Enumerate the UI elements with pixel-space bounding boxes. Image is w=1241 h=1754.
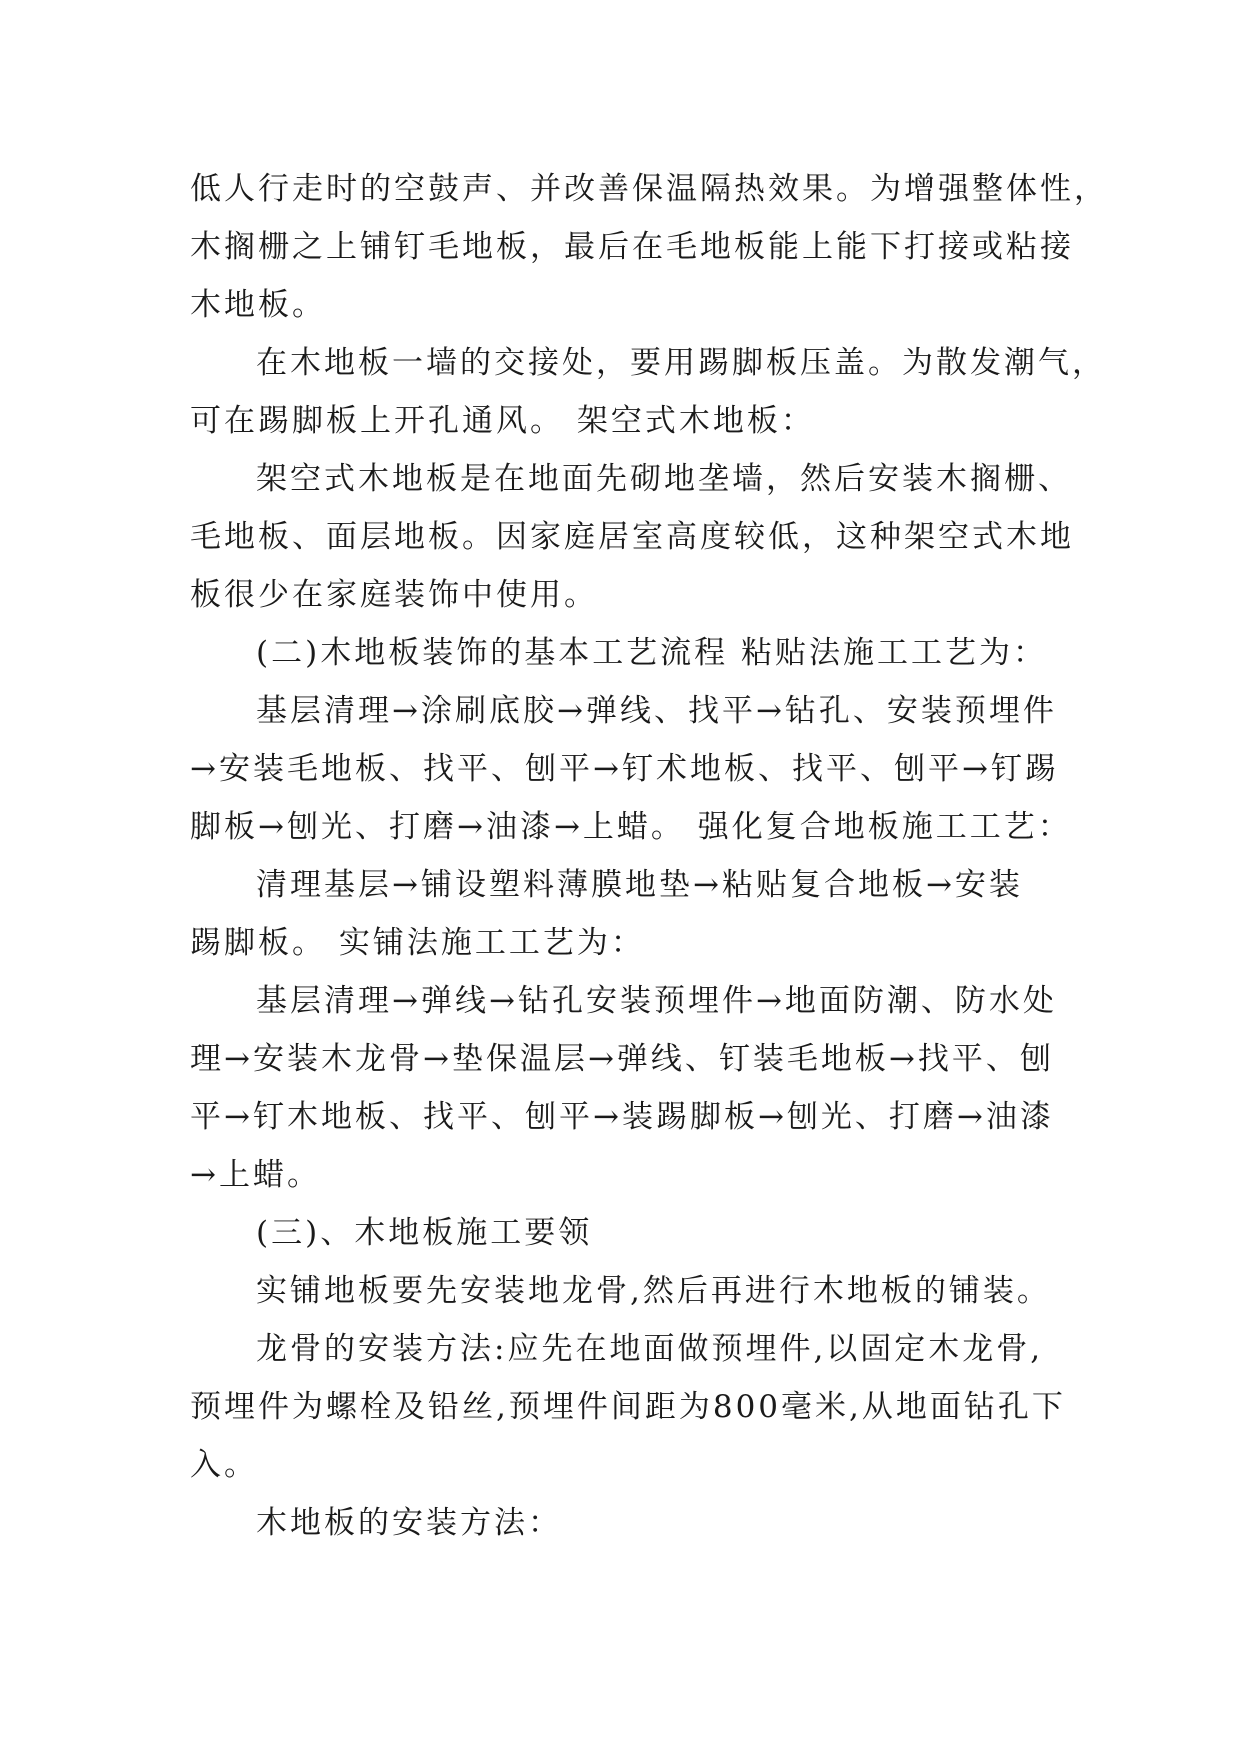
text-line: 踢脚板。 实铺法施工工艺为： xyxy=(190,925,645,961)
text-line: 基层清理→涂刷底胶→弹线、找平→钻孔、安装预埋件 xyxy=(256,693,1057,729)
text-line: 平→钉木地板、找平、刨平→装踢脚板→刨光、打磨→油漆 xyxy=(190,1099,1054,1135)
text-line: 低人行走时的空鼓声、并改善保温隔热效果。为增强整体性， xyxy=(190,171,1108,207)
text-line: 可在踢脚板上开孔通风。 架空式木地板： xyxy=(190,403,815,439)
text-line: →安装毛地板、找平、刨平→钉术地板、找平、刨平→钉踢 xyxy=(190,751,1059,787)
text-line: 板很少在家庭装饰中使用。 xyxy=(190,577,598,613)
text-line: 木搁栅之上铺钉毛地板，最后在毛地板能上能下打接或粘接 xyxy=(190,229,1074,265)
text-line: →上蜡。 xyxy=(190,1157,321,1193)
text-line: 实铺地板要先安装地龙骨,然后再进行木地板的铺装。 xyxy=(256,1273,1051,1309)
body-text xyxy=(190,160,1108,1552)
text-line: 在木地板一墙的交接处，要用踢脚板压盖。为散发潮气， xyxy=(256,345,1106,381)
text-line: 理→安装木龙骨→垫保温层→弹线、钉装毛地板→找平、刨 xyxy=(190,1041,1054,1077)
text-line: 基层清理→弹线→钻孔安装预埋件→地面防潮、防水处 xyxy=(256,983,1057,1019)
text-line: 龙骨的安装方法:应先在地面做预埋件,以固定木龙骨, xyxy=(256,1331,1044,1367)
text-line: 预埋件为螺栓及铅丝,预埋件间距为800毫米,从地面钻孔下 xyxy=(190,1389,1066,1425)
text-line: 清理基层→铺设塑料薄膜地垫→粘贴复合地板→安装 xyxy=(256,867,1023,903)
text-line: 木地板。 xyxy=(190,287,326,323)
text-line: 架空式木地板是在地面先砌地垄墙，然后安装木搁栅、 xyxy=(256,461,1072,497)
text-line: 毛地板、面层地板。因家庭居室高度较低，这种架空式木地 xyxy=(190,519,1074,555)
text-line: (三)、木地板施工要领 xyxy=(256,1215,593,1251)
text-line: (二)木地板装饰的基本工艺流程 粘贴法施工工艺为： xyxy=(256,635,1048,671)
text-line: 木地板的安装方法： xyxy=(256,1505,562,1541)
text-line: 入。 xyxy=(190,1447,258,1483)
text-line: 脚板→刨光、打磨→油漆→上蜡。 强化复合地板施工工艺： xyxy=(190,809,1072,845)
